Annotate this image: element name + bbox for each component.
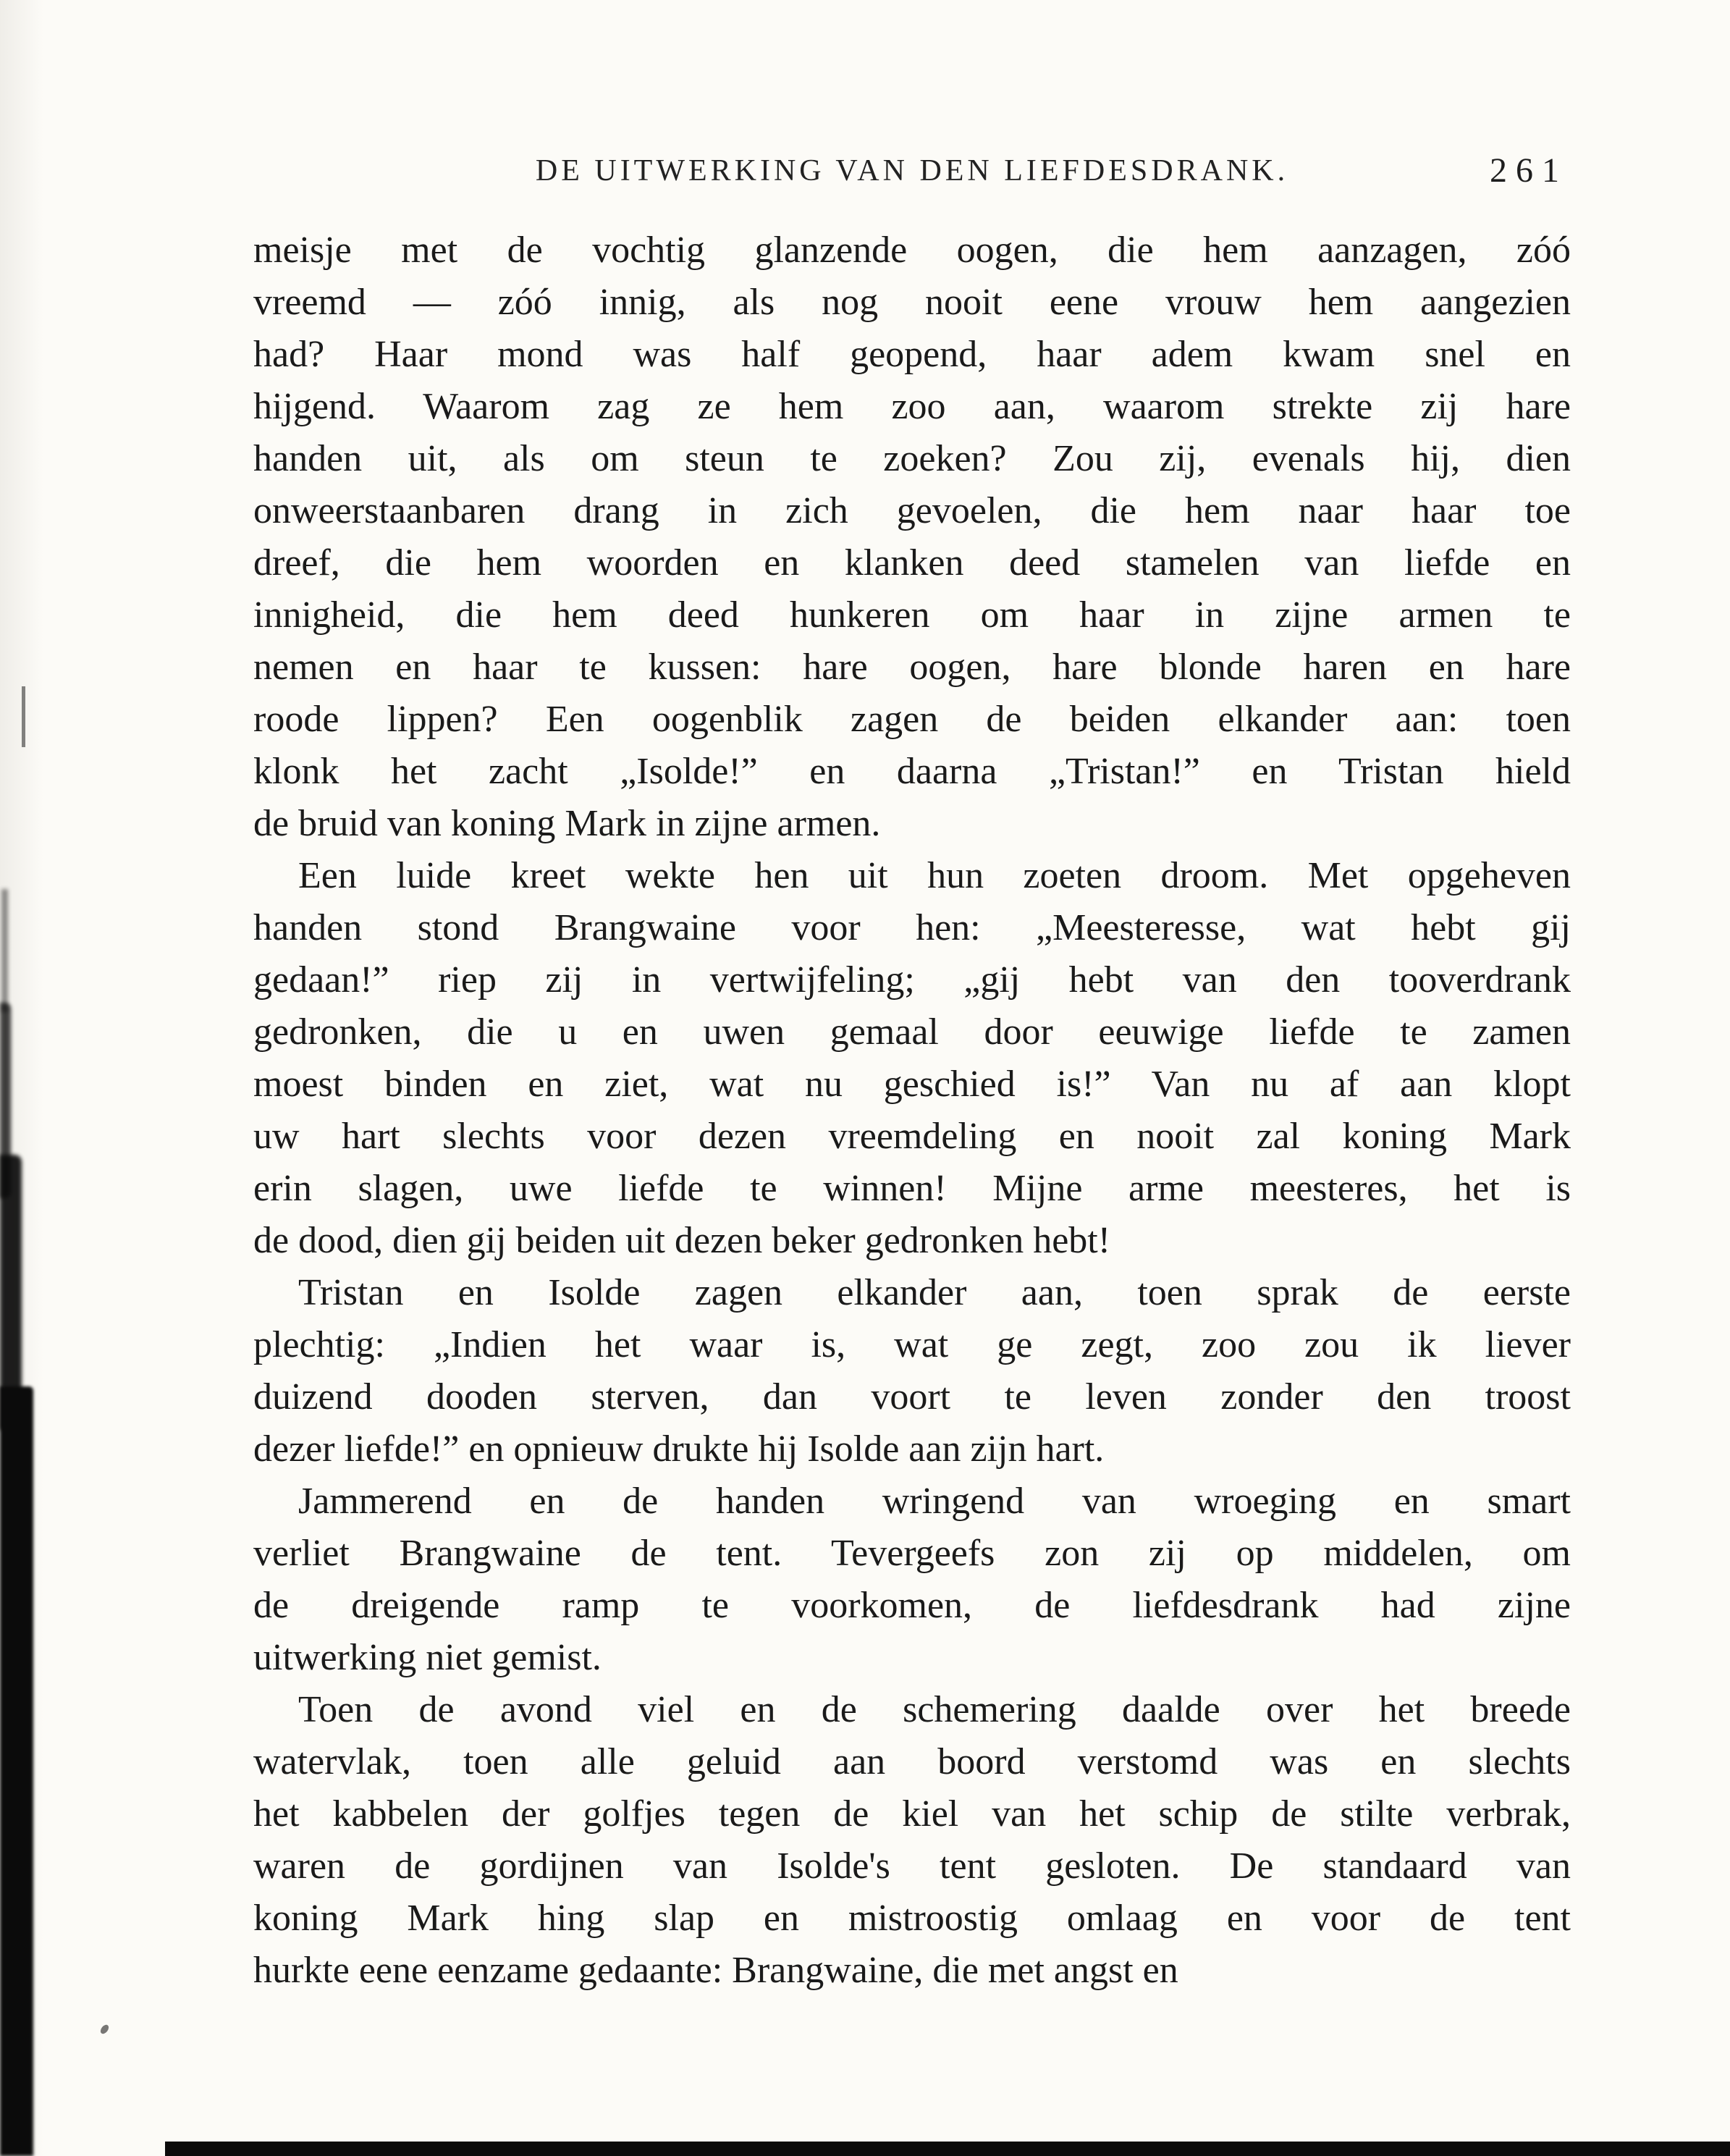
text-line: had? Haar mond was half geopend, haar adem kwam snel en <box>253 334 1571 375</box>
scan-artifact-left-tick <box>22 686 25 747</box>
text-line: meisje met de vochtig glanzende oogen, die hem aanzagen, zóó <box>253 230 1571 271</box>
paragraph <box>253 1475 1571 1684</box>
text-line: koning Mark hing slap en mistroostig omlaag en voor de tent <box>253 1898 1571 1939</box>
scan-artifact-bottom-bar <box>165 2142 1730 2156</box>
scan-artifact-left-band <box>0 1155 22 1430</box>
text-line: de dreigende ramp te voorkomen, de liefdesdrank had zijne <box>253 1585 1571 1626</box>
text-line: verliet Brangwaine de tent. Tevergeefs zon zij op middelen, om <box>253 1533 1571 1574</box>
text-line: Jammerend en de handen wringend van wroeging en smart <box>298 1481 1571 1522</box>
text-line: uw hart slechts voor dezen vreemdeling en nooit zal koning Mark <box>253 1116 1571 1157</box>
scan-artifact-speck <box>99 2024 111 2036</box>
text-line: uitwerking niet gemist. <box>253 1637 602 1678</box>
text-line: erin slagen, uwe liefde te winnen! Mijne arme meesteres, het is <box>253 1168 1571 1209</box>
text-line: gedaan!” riep zij in vertwijfeling; „gij hebt van den tooverdrank <box>253 959 1571 1001</box>
text-line: watervlak, toen alle geluid aan boord verstomd was en slechts <box>253 1741 1571 1782</box>
text-line: Een luide kreet wekte hen uit hun zoeten droom. Met opgeheven <box>298 855 1571 896</box>
running-title: DE UITWERKING VAN DEN LIEFDESDRANK. <box>535 154 1289 188</box>
text-line: handen stond Brangwaine voor hen: „Meesteresse, wat hebt gij <box>253 907 1571 948</box>
scan-artifact-left-band <box>0 1386 33 2156</box>
text-line: de bruid van koning Mark in zijne armen. <box>253 803 881 844</box>
page-header <box>253 153 1571 204</box>
text-line: nemen en haar te kussen: hare oogen, hare blonde haren en hare <box>253 647 1571 688</box>
text-line: dreef, die hem woorden en klanken deed stamelen van liefde en <box>253 542 1571 584</box>
scan-artifact-left-streak <box>1 889 8 1012</box>
text-line: vreemd — zóó innig, als nog nooit eene vrouw hem aangezien <box>253 282 1571 323</box>
text-line: de dood, dien gij beiden uit dezen beker gedronken hebt! <box>253 1220 1111 1261</box>
text-line: innigheid, die hem deed hunkeren om haar in zijne armen te <box>253 594 1571 636</box>
paragraph <box>253 850 1571 1267</box>
paragraph <box>253 1684 1571 1997</box>
text-line: het kabbelen der golfjes tegen de kiel van het schip de stilte verbrak, <box>253 1793 1571 1835</box>
text-line: handen uit, als om steun te zoeken? Zou zij, evenals hij, dien <box>253 438 1571 479</box>
text-line: plechtig: „Indien het waar is, wat ge zegt, zoo zou ik liever <box>253 1324 1571 1365</box>
text-line: hurkte eene eenzame gedaante: Brangwaine, die met angst en <box>253 1950 1178 1991</box>
scan-artifact-left-band <box>0 1003 11 1198</box>
text-line: hijgend. Waarom zag ze hem zoo aan, waarom strekte zij hare <box>253 386 1571 427</box>
page-number: 261 <box>1490 151 1568 190</box>
text-line: moest binden en ziet, wat nu geschied is!” Van nu af aan klopt <box>253 1064 1571 1105</box>
text-line: dezer liefde!” en opnieuw drukte hij Isolde aan zijn hart. <box>253 1428 1105 1470</box>
paragraph <box>253 224 1571 850</box>
text-line: klonk het zacht „Isolde!” en daarna „Tristan!” en Tristan hield <box>253 751 1571 792</box>
text-line: Tristan en Isolde zagen elkander aan, toen sprak de eerste <box>298 1272 1571 1313</box>
text-line: onweerstaanbaren drang in zich gevoelen, die hem naar haar toe <box>253 490 1571 531</box>
text-line: waren de gordijnen van Isolde's tent gesloten. De standaard van <box>253 1845 1571 1887</box>
text-line: gedronken, die u en uwen gemaal door eeuwige liefde te zamen <box>253 1011 1571 1053</box>
text-line: duizend dooden sterven, dan voort te leven zonder den troost <box>253 1376 1571 1418</box>
text-line: Toen de avond viel en de schemering daalde over het breede <box>298 1689 1571 1730</box>
paragraph <box>253 1267 1571 1475</box>
text-line: roode lippen? Een oogenblik zagen de beiden elkander aan: toen <box>253 699 1571 740</box>
text-block <box>253 224 1571 1997</box>
